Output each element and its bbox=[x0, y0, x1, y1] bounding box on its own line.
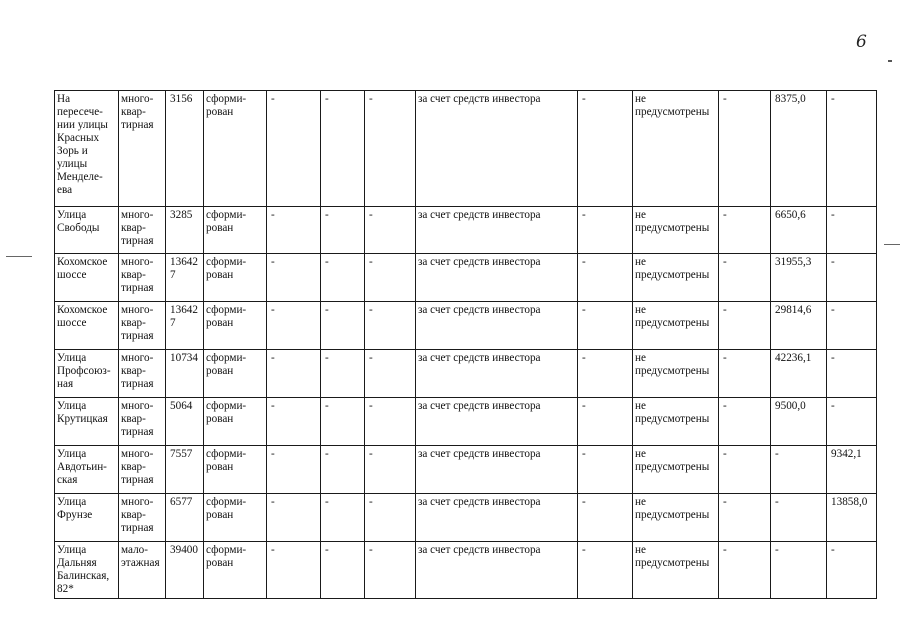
col6-cell: - bbox=[321, 350, 365, 398]
funding-cell: за счет средств инвестора bbox=[416, 207, 578, 254]
funding-cell: за счет средств инвестора bbox=[416, 350, 578, 398]
col7-cell: - bbox=[365, 446, 416, 494]
scan-margin-line-right bbox=[884, 244, 900, 245]
col6-cell: - bbox=[321, 446, 365, 494]
compensation-cell: не предусмотрены bbox=[633, 350, 719, 398]
col11-cell: - bbox=[719, 91, 771, 207]
col5-cell: - bbox=[267, 254, 321, 302]
col6-cell: - bbox=[321, 91, 365, 207]
col7-cell: - bbox=[365, 350, 416, 398]
col6-cell: - bbox=[321, 398, 365, 446]
table-row bbox=[55, 350, 877, 398]
value2-cell: - bbox=[827, 542, 877, 599]
area-cell: 136427 bbox=[166, 302, 204, 350]
col9-cell: - bbox=[578, 207, 633, 254]
compensation-cell: не предусмотрены bbox=[633, 254, 719, 302]
address-cell: Улица Профсоюз-ная bbox=[55, 350, 119, 398]
area-cell: 39400 bbox=[166, 542, 204, 599]
col9-cell: - bbox=[578, 91, 633, 207]
value1-cell: 29814,6 bbox=[771, 302, 827, 350]
address-cell: На пересече-нии улицы Красных Зорь и улицы Менделе-ева bbox=[55, 91, 119, 207]
col6-cell: - bbox=[321, 207, 365, 254]
value1-cell: - bbox=[771, 494, 827, 542]
col6-cell: - bbox=[321, 542, 365, 599]
col5-cell: - bbox=[267, 302, 321, 350]
status-cell: сформи-рован bbox=[204, 350, 267, 398]
col7-cell: - bbox=[365, 494, 416, 542]
col7-cell: - bbox=[365, 254, 416, 302]
scan-margin-line-left bbox=[6, 256, 32, 257]
col11-cell: - bbox=[719, 446, 771, 494]
address-cell: Улица Дальняя Балинская, 82* bbox=[55, 542, 119, 599]
table-row bbox=[55, 91, 877, 207]
table-row bbox=[55, 254, 877, 302]
address-cell: Кохомское шоссе bbox=[55, 302, 119, 350]
area-cell: 3285 bbox=[166, 207, 204, 254]
value2-cell: - bbox=[827, 350, 877, 398]
value2-cell: 13858,0 bbox=[827, 494, 877, 542]
building-type-cell: много-квар-тирная bbox=[119, 350, 166, 398]
funding-cell: за счет средств инвестора bbox=[416, 446, 578, 494]
status-cell: сформи-рован bbox=[204, 91, 267, 207]
value1-cell: 6650,6 bbox=[771, 207, 827, 254]
col7-cell: - bbox=[365, 398, 416, 446]
address-cell: Кохомское шоссе bbox=[55, 254, 119, 302]
area-cell: 136427 bbox=[166, 254, 204, 302]
col6-cell: - bbox=[321, 302, 365, 350]
col11-cell: - bbox=[719, 302, 771, 350]
col5-cell: - bbox=[267, 350, 321, 398]
address-cell: Улица Свободы bbox=[55, 207, 119, 254]
col9-cell: - bbox=[578, 302, 633, 350]
col9-cell: - bbox=[578, 446, 633, 494]
value1-cell: 31955,3 bbox=[771, 254, 827, 302]
col5-cell: - bbox=[267, 91, 321, 207]
status-cell: сформи-рован bbox=[204, 302, 267, 350]
col7-cell: - bbox=[365, 207, 416, 254]
col5-cell: - bbox=[267, 398, 321, 446]
compensation-cell: не предусмотрены bbox=[633, 91, 719, 207]
col5-cell: - bbox=[267, 494, 321, 542]
value2-cell: 9342,1 bbox=[827, 446, 877, 494]
value1-cell: - bbox=[771, 542, 827, 599]
col5-cell: - bbox=[267, 542, 321, 599]
value2-cell: - bbox=[827, 91, 877, 207]
value2-cell: - bbox=[827, 254, 877, 302]
funding-cell: за счет средств инвестора bbox=[416, 91, 578, 207]
funding-cell: за счет средств инвестора bbox=[416, 398, 578, 446]
value1-cell: - bbox=[771, 446, 827, 494]
col9-cell: - bbox=[578, 254, 633, 302]
status-cell: сформи-рован bbox=[204, 542, 267, 599]
value1-cell: 8375,0 bbox=[771, 91, 827, 207]
address-cell: Улица Фрунзе bbox=[55, 494, 119, 542]
funding-cell: за счет средств инвестора bbox=[416, 494, 578, 542]
col7-cell: - bbox=[365, 542, 416, 599]
col9-cell: - bbox=[578, 494, 633, 542]
funding-cell: за счет средств инвестора bbox=[416, 254, 578, 302]
building-type-cell: много-квар-тирная bbox=[119, 207, 166, 254]
value1-cell: 42236,1 bbox=[771, 350, 827, 398]
status-cell: сформи-рован bbox=[204, 494, 267, 542]
compensation-cell: не предусмотрены bbox=[633, 398, 719, 446]
status-cell: сформи-рован bbox=[204, 207, 267, 254]
value2-cell: - bbox=[827, 302, 877, 350]
area-cell: 7557 bbox=[166, 446, 204, 494]
table-row bbox=[55, 542, 877, 599]
compensation-cell: не предусмотрены bbox=[633, 494, 719, 542]
col11-cell: - bbox=[719, 207, 771, 254]
value2-cell: - bbox=[827, 207, 877, 254]
status-cell: сформи-рован bbox=[204, 254, 267, 302]
area-cell: 6577 bbox=[166, 494, 204, 542]
col9-cell: - bbox=[578, 542, 633, 599]
value1-cell: 9500,0 bbox=[771, 398, 827, 446]
area-cell: 3156 bbox=[166, 91, 204, 207]
compensation-cell: не предусмотрены bbox=[633, 207, 719, 254]
value2-cell: - bbox=[827, 398, 877, 446]
compensation-cell: не предусмотрены bbox=[633, 446, 719, 494]
address-cell: Улица Авдотьин-ская bbox=[55, 446, 119, 494]
col11-cell: - bbox=[719, 494, 771, 542]
building-type-cell: много-квар-тирная bbox=[119, 302, 166, 350]
document-table bbox=[54, 90, 877, 599]
compensation-cell: не предусмотрены bbox=[633, 302, 719, 350]
building-type-cell: много-квар-тирная bbox=[119, 91, 166, 207]
table-row bbox=[55, 494, 877, 542]
scan-speck bbox=[888, 60, 892, 62]
table-row bbox=[55, 398, 877, 446]
col5-cell: - bbox=[267, 446, 321, 494]
col6-cell: - bbox=[321, 254, 365, 302]
status-cell: сформи-рован bbox=[204, 446, 267, 494]
col11-cell: - bbox=[719, 350, 771, 398]
col9-cell: - bbox=[578, 398, 633, 446]
area-cell: 5064 bbox=[166, 398, 204, 446]
col7-cell: - bbox=[365, 302, 416, 350]
funding-cell: за счет средств инвестора bbox=[416, 542, 578, 599]
building-type-cell: много-квар-тирная bbox=[119, 446, 166, 494]
col9-cell: - bbox=[578, 350, 633, 398]
col11-cell: - bbox=[719, 542, 771, 599]
compensation-cell: не предусмотрены bbox=[633, 542, 719, 599]
col11-cell: - bbox=[719, 254, 771, 302]
building-type-cell: много-квар-тирная bbox=[119, 398, 166, 446]
col6-cell: - bbox=[321, 494, 365, 542]
col5-cell: - bbox=[267, 207, 321, 254]
col7-cell: - bbox=[365, 91, 416, 207]
building-type-cell: много-квар-тирная bbox=[119, 494, 166, 542]
area-cell: 10734 bbox=[166, 350, 204, 398]
table-row bbox=[55, 302, 877, 350]
table-row bbox=[55, 446, 877, 494]
building-type-cell: мало-этажная bbox=[119, 542, 166, 599]
table-row bbox=[55, 207, 877, 254]
status-cell: сформи-рован bbox=[204, 398, 267, 446]
funding-cell: за счет средств инвестора bbox=[416, 302, 578, 350]
address-cell: Улица Крутицкая bbox=[55, 398, 119, 446]
building-type-cell: много-квар-тирная bbox=[119, 254, 166, 302]
col11-cell: - bbox=[719, 398, 771, 446]
page-number: 6 bbox=[856, 32, 867, 52]
